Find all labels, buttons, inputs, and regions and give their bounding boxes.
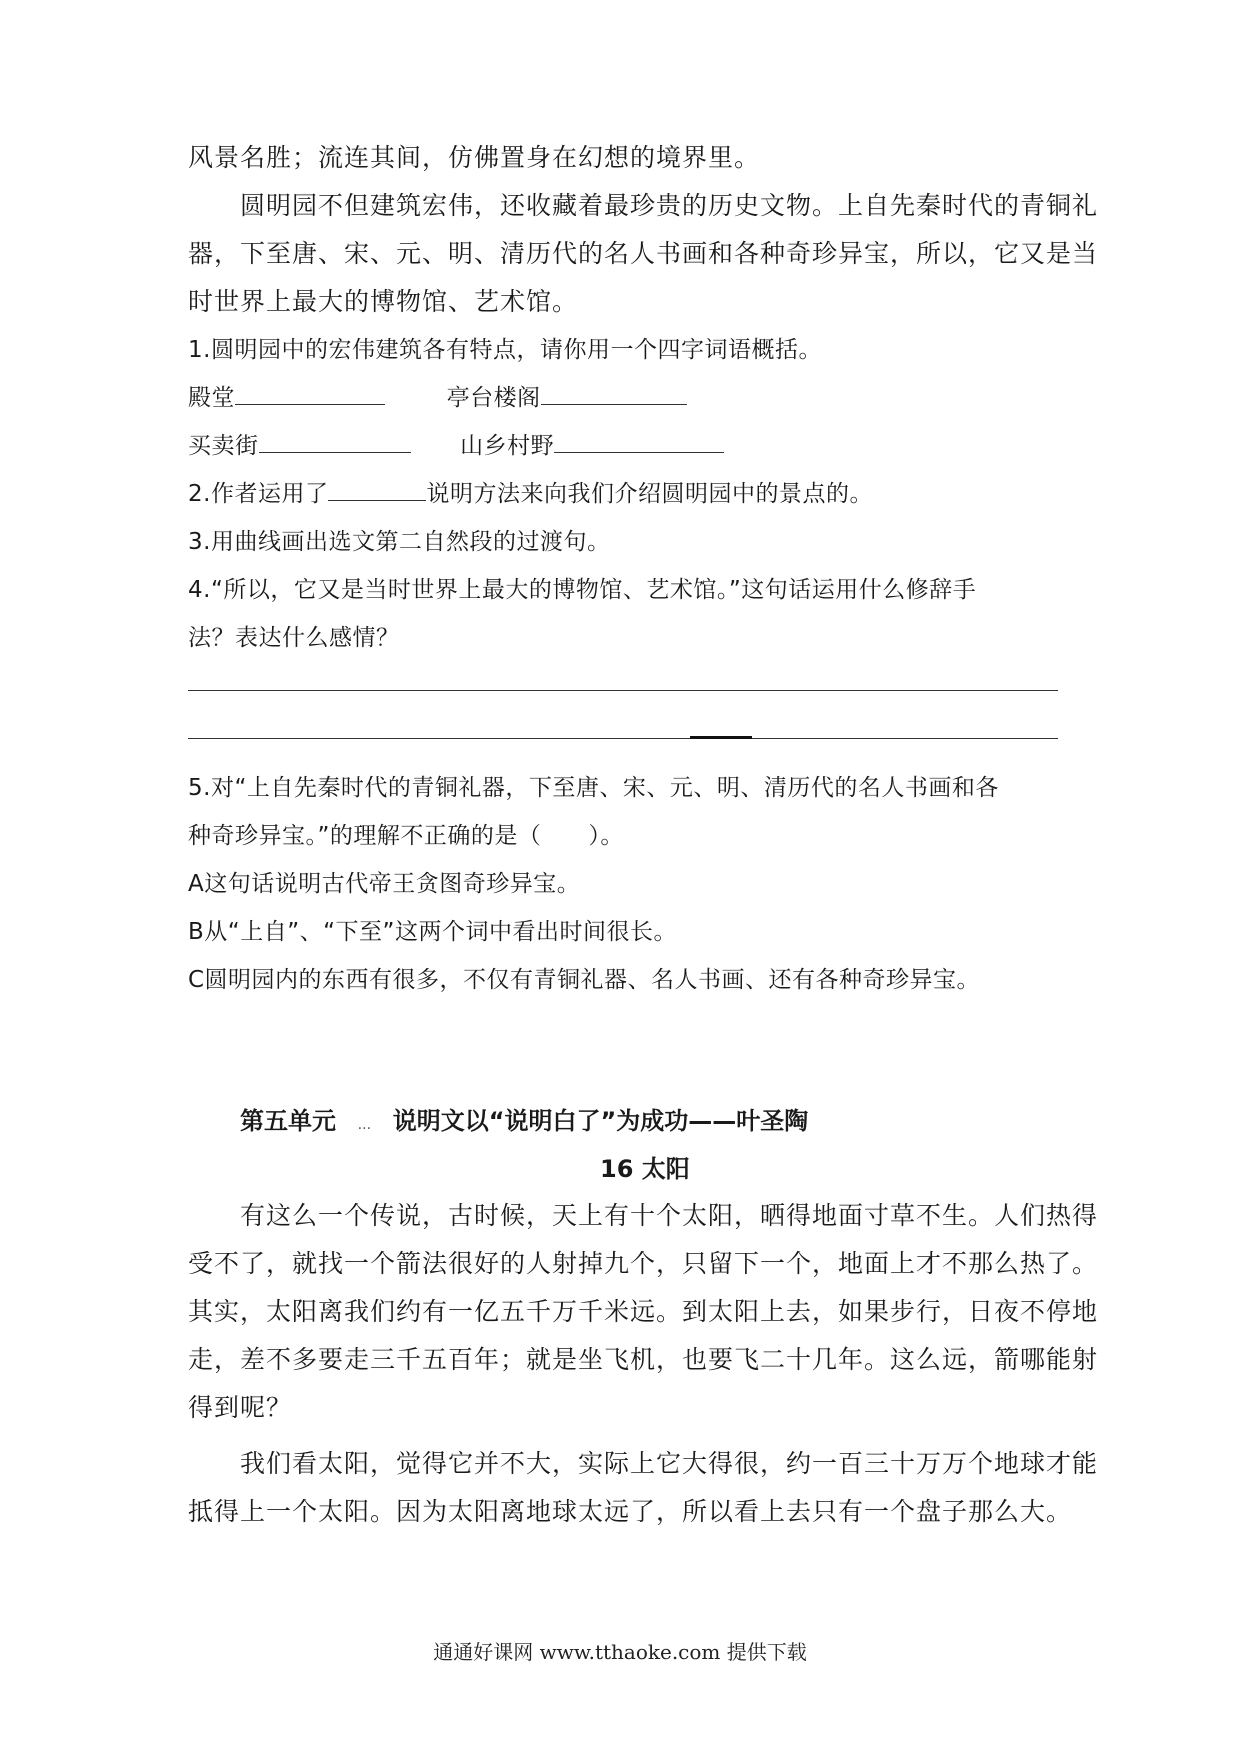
- question-4-line2: 法？表达什么感情？: [188, 625, 400, 651]
- q2-blank[interactable]: [328, 476, 426, 501]
- answer-line-1[interactable]: [188, 690, 1058, 691]
- unit-heading: [240, 1104, 808, 1142]
- passage2-line5: 得到呢？: [188, 1393, 293, 1422]
- option-b[interactable]: B从“上自”、“下至”这两个词中看出时间很长。: [188, 919, 677, 945]
- question-1-row2: [188, 428, 1058, 464]
- q1-item-village: 山乡村野: [460, 433, 555, 459]
- question-2: [188, 476, 1058, 512]
- question-1: 1.圆明园中的宏伟建筑各有特点，请你用一个四字词语概括。: [188, 337, 822, 363]
- passage2-line1: 有这么一个传说，古时候，天上有十个太阳，晒得地面寸草不生。人们热得: [240, 1201, 1099, 1230]
- question-1-row1: [188, 380, 1058, 416]
- passage2-line3: 其实，太阳离我们约有一亿五千万千米远。到太阳上去，如果步行，日夜不停地: [188, 1297, 1099, 1326]
- option-a[interactable]: A这句话说明古代帝王贪图奇珍异宝。: [188, 871, 581, 897]
- q2-prefix: 2.作者运用了: [188, 481, 329, 507]
- passage2-line7: 抵得上一个太阳。因为太阳离地球太远了，所以看上去只有一个盘子那么大。: [188, 1497, 1073, 1526]
- unit-dots: ...: [357, 1117, 372, 1133]
- question-5-line1: 5.对“上自先秦时代的青铜礼器，下至唐、宋、元、明、清历代的名人书画和各: [188, 775, 999, 801]
- q1-item-pavilion: 亭台楼阁: [446, 385, 541, 411]
- answer-line-mark: [690, 736, 752, 739]
- passage2-line2: 受不了，就找一个箭法很好的人射掉九个，只留下一个，地面上才不那么热了。: [188, 1249, 1099, 1278]
- q1-blank-village[interactable]: [554, 428, 724, 453]
- q1-item-street: 买卖街: [188, 433, 259, 459]
- footer-download-note: 通通好课网 www.tthaoke.com 提供下载: [433, 1640, 807, 1664]
- q1-blank-street[interactable]: [259, 428, 411, 453]
- unit-subtitle: 说明文以“说明白了”为成功——叶圣陶: [392, 1107, 809, 1135]
- passage2-line6: 我们看太阳，觉得它并不大，实际上它大得很，约一百三十万万个地球才能: [240, 1449, 1099, 1478]
- question-4-line1: 4.“所以，它又是当时世界上最大的博物馆、艺术馆。”这句话运用什么修辞手: [188, 577, 977, 603]
- q1-item-palace: 殿堂: [188, 385, 235, 411]
- question-5-line2: 种奇珍异宝。”的理解不正确的是（ ）。: [188, 823, 624, 849]
- passage1-line1: 风景名胜；流连其间，仿佛置身在幻想的境界里。: [188, 143, 761, 172]
- q1-blank-palace[interactable]: [235, 380, 385, 405]
- answer-line-2[interactable]: [188, 738, 1058, 739]
- passage1-line2: 圆明园不但建筑宏伟，还收藏着最珍贵的历史文物。上自先秦时代的青铜礼: [240, 191, 1099, 220]
- passage1-line3: 器，下至唐、宋、元、明、清历代的名人书画和各种奇珍异宝，所以，它又是当: [188, 239, 1099, 268]
- unit-title: 第五单元: [240, 1107, 336, 1135]
- lesson-title: 16 太阳: [600, 1155, 690, 1183]
- q1-blank-pavilion[interactable]: [541, 380, 687, 405]
- option-c[interactable]: C圆明园内的东西有很多，不仅有青铜礼器、名人书画、还有各种奇珍异宝。: [188, 967, 981, 993]
- question-3: 3.用曲线画出选文第二自然段的过渡句。: [188, 529, 611, 555]
- q2-suffix: 说明方法来向我们介绍圆明园中的景点的。: [426, 481, 873, 507]
- passage2-line4: 走，差不多要走三千五百年；就是坐飞机，也要飞二十几年。这么远，箭哪能射: [188, 1345, 1099, 1374]
- passage1-line4: 时世界上最大的博物馆、艺术馆。: [188, 287, 579, 316]
